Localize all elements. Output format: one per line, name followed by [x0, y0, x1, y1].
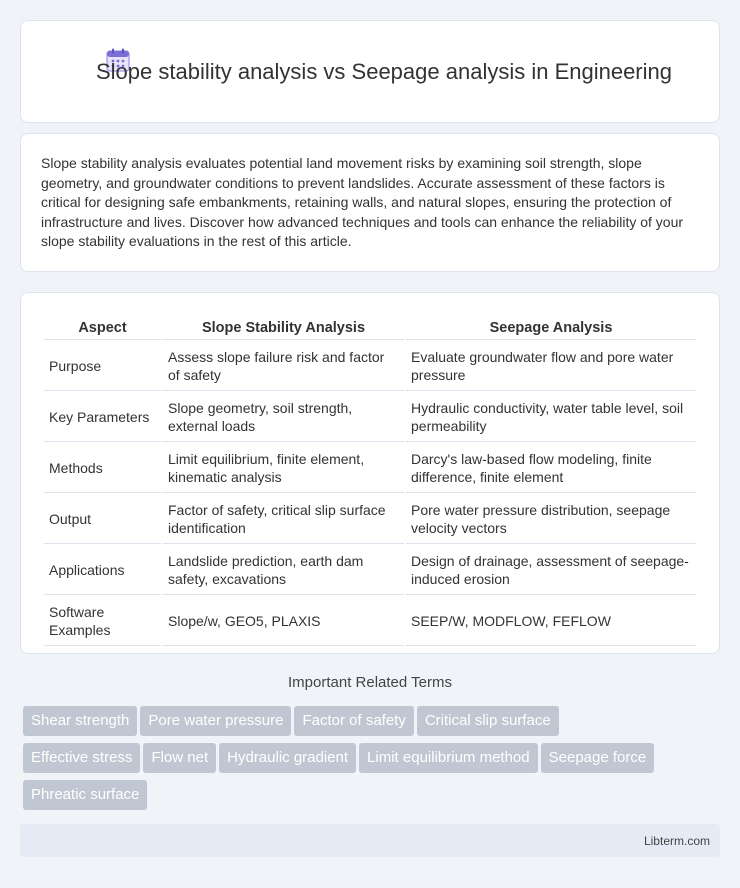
table-cell-seepage: Pore water pressure distribution, seepage velocity vectors — [406, 495, 696, 544]
intro-paragraph: Slope stability analysis evaluates potential land movement risks by examining soil strength, slope geometry, and groundwater conditions to prevent landslides. Accurate assessment of these factors is critical for designing safe embankments, retaining walls, and natural slopes, ensuring the protection of infrastructure and lives. Discover how advanced techniques and tools can enhance the reliability of your slope stability evaluations in the rest of this article. — [41, 155, 684, 250]
table-row — [44, 597, 696, 646]
related-term-tag[interactable]: Hydraulic gradient — [219, 743, 356, 773]
related-term-tag[interactable]: Seepage force — [541, 743, 655, 773]
table-cell-seepage: Darcy's law-based flow modeling, finite difference, finite element — [406, 444, 696, 493]
footer-site-link[interactable]: Libterm.com — [643, 834, 710, 848]
table-cell-slope: Limit equilibrium, finite element, kinematic analysis — [163, 444, 404, 493]
table-cell-aspect: Applications — [44, 546, 161, 595]
table-cell-aspect: Output — [44, 495, 161, 544]
table-cell-aspect: Purpose — [44, 342, 161, 391]
related-term-tag[interactable]: Pore water pressure — [140, 706, 291, 736]
related-term-tag[interactable]: Flow net — [143, 743, 216, 773]
comparison-card — [20, 292, 720, 654]
table-header-row — [44, 315, 696, 340]
column-header-slope-stability: Slope Stability Analysis — [163, 315, 404, 340]
related-term-tag[interactable]: Phreatic surface — [23, 780, 147, 810]
table-cell-slope: Landslide prediction, earth dam safety, excavations — [163, 546, 404, 595]
table-row — [44, 495, 696, 544]
related-term-tag[interactable]: Factor of safety — [294, 706, 413, 736]
table-cell-aspect: Software Examples — [44, 597, 161, 646]
table-row — [44, 444, 696, 493]
header-card — [20, 20, 720, 123]
table-cell-seepage: SEEP/W, MODFLOW, FEFLOW — [406, 597, 696, 646]
page-title: Slope stability analysis vs Seepage analysis in Engineering — [95, 59, 672, 84]
table-cell-aspect: Key Parameters — [44, 393, 161, 442]
related-term-tag[interactable]: Critical slip surface — [417, 706, 559, 736]
table-cell-slope: Factor of safety, critical slip surface identification — [163, 495, 404, 544]
related-term-tag[interactable]: Shear strength — [23, 706, 137, 736]
table-row — [44, 546, 696, 595]
table-cell-seepage: Evaluate groundwater flow and pore water pressure — [406, 342, 696, 391]
comparison-table — [42, 313, 698, 648]
table-cell-seepage: Design of drainage, assessment of seepage-induced erosion — [406, 546, 696, 595]
related-term-tag[interactable]: Limit equilibrium method — [359, 743, 538, 773]
table-cell-aspect: Methods — [44, 444, 161, 493]
related-terms-title: Important Related Terms — [288, 674, 452, 691]
related-term-tag[interactable]: Effective stress — [23, 743, 140, 773]
table-cell-slope: Assess slope failure risk and factor of safety — [163, 342, 404, 391]
table-cell-slope: Slope geometry, soil strength, external loads — [163, 393, 404, 442]
intro-card — [20, 133, 720, 272]
related-terms-list — [23, 706, 723, 817]
footer-bar — [20, 824, 720, 857]
table-cell-seepage: Hydraulic conductivity, water table level, soil permeability — [406, 393, 696, 442]
column-header-aspect: Aspect — [44, 315, 161, 340]
table-cell-slope: Slope/w, GEO5, PLAXIS — [163, 597, 404, 646]
table-row — [44, 393, 696, 442]
column-header-seepage: Seepage Analysis — [406, 315, 696, 340]
table-row — [44, 342, 696, 391]
